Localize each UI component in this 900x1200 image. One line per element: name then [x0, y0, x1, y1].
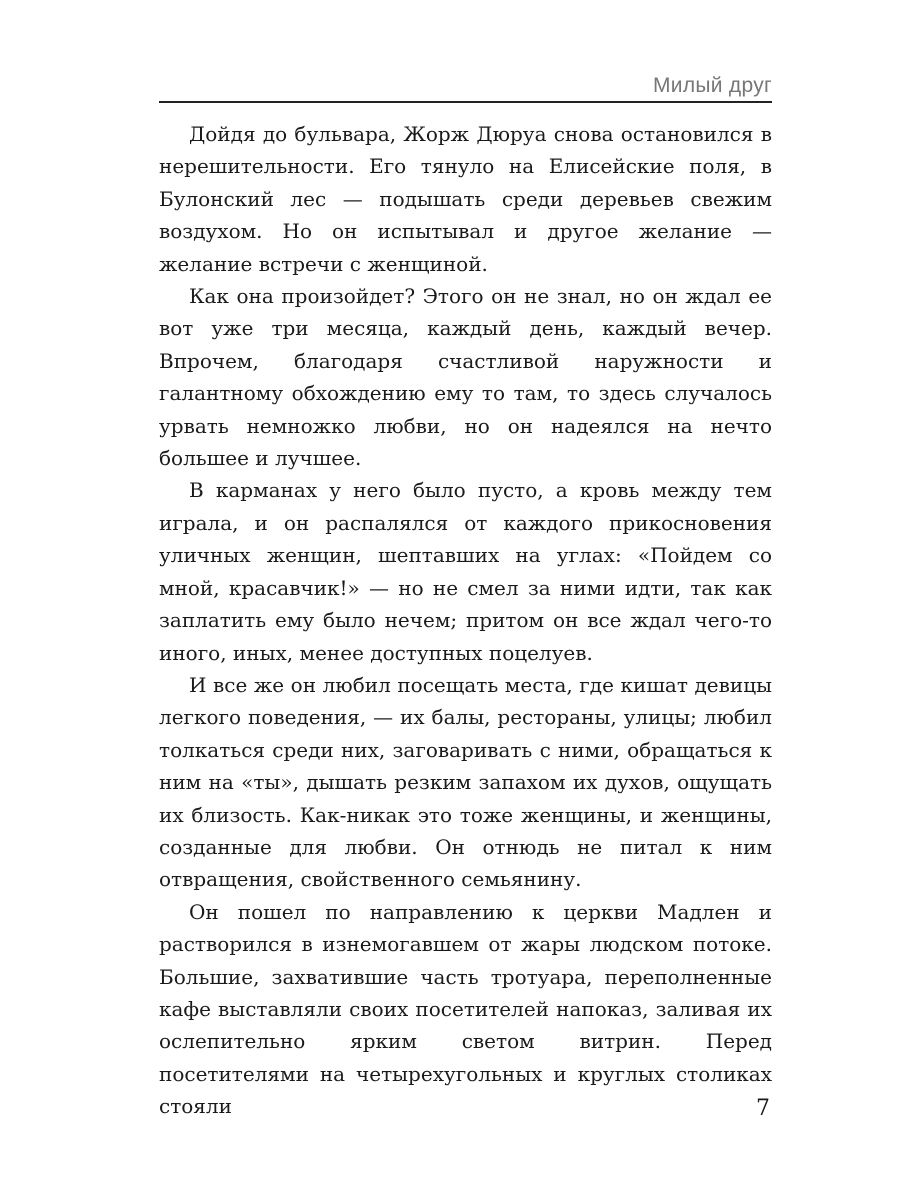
- running-title: Милый друг: [653, 74, 772, 97]
- paragraph-1: Дойдя до бульвара, Жорж Дюруа снова остановился в нерешительности. Его тянуло на Елисейские поля, в Булонский лес — подышать среди деревьев свежим воздухом. Но он испытывал и другое желание — желание встречи с женщиной.: [159, 122, 772, 276]
- paragraph-2: Как она произойдет? Этого он не знал, но он ждал ее вот уже три месяца, каждый день, каждый вечер. Впрочем, благодаря счастливой наружности и галантному обхождению ему то там, то здесь случалось урвать немножко любви, но он надеялся на нечто большее и лучшее.: [159, 284, 772, 471]
- header-rule: [159, 101, 772, 103]
- paragraph-4: И все же он любил посещать места, где кишат девицы легкого поведения, — их балы, рестораны, улицы; любил толкаться среди них, заговаривать с ними, обращаться к ним на «ты», дышать резким запахом их духов, ощущать их близость. Как-никак это тоже женщины, и женщины, созданные для любви. Он отнюдь не питал к ним отвращения, свойственного семьянину.: [159, 672, 772, 892]
- page-number: 7: [756, 1096, 770, 1121]
- paragraph-3: В карманах у него было пусто, а кровь между тем играла, и он распалялся от каждого прикосновения уличных женщин, шептавших на углах: «Пойдем со мной, красавчик!» — но не смел за ними идти, так как заплатить ему было нечем; притом он все ждал чего-то иного, иных, менее доступных поцелуев.: [159, 478, 772, 665]
- paragraph-5: Он пошел по направлению к церкви Мадлен и растворился в изнемогавшем от жары людском потоке. Большие, захватившие часть тротуара, переполненные кафе выставляли своих посетителей напоказ, заливая их ослепительно ярким светом витрин. Перед посетителями на четырехугольных и круглых столиках стояли: [159, 899, 772, 1119]
- body-text: [159, 118, 772, 1123]
